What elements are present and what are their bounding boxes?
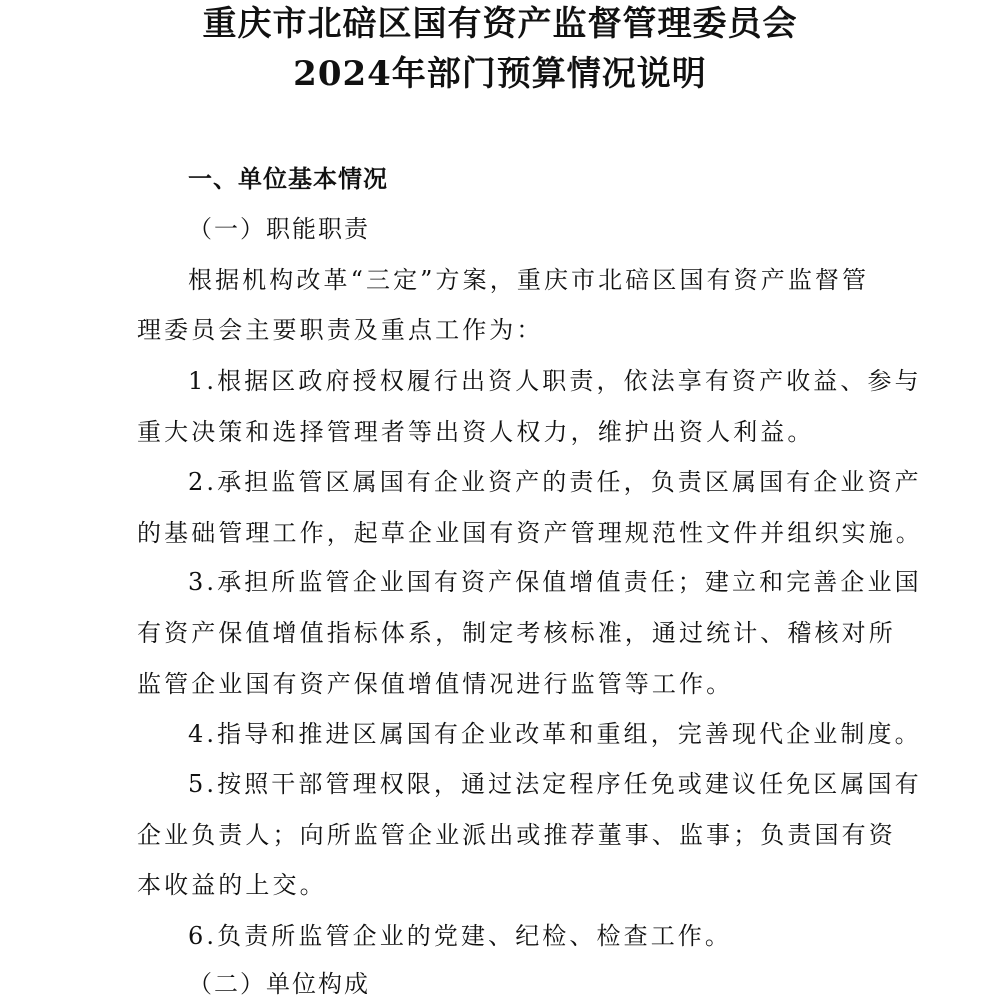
subsection-heading-functions: （一）职能职责 [188, 215, 370, 243]
paragraph-line: 2.承担监管区属国有企业资产的责任，负责区属国有企业资产 [188, 468, 922, 496]
paragraph-line: 本收益的上交。 [137, 871, 327, 899]
paragraph-line: 4.指导和推进区属国有企业改革和重组，完善现代企业制度。 [188, 720, 922, 748]
paragraph-line: 根据机构改革“三定”方案，重庆市北碚区国有资产监督管 [188, 266, 870, 294]
document-title-line-2: 2024年部门预算情况说明 [293, 54, 707, 94]
paragraph-line: 有资产保值增值指标体系，制定考核标准，通过统计、稽核对所 [137, 619, 896, 647]
paragraph-line: 5.按照干部管理权限，通过法定程序任免或建议任免区属国有 [188, 770, 922, 798]
paragraph-line: 监管企业国有资产保值增值情况进行监管等工作。 [137, 670, 734, 698]
section-heading-unit-basic-info: 一、单位基本情况 [188, 164, 388, 193]
subsection-heading-unit-composition: （二）单位构成 [188, 970, 370, 998]
paragraph-line: 理委员会主要职责及重点工作为： [137, 316, 544, 344]
paragraph-line: 的基础管理工作，起草企业国有资产管理规范性文件并组织实施。 [137, 519, 923, 547]
paragraph-line: 1.根据区政府授权履行出资人职责，依法享有资产收益、参与 [188, 367, 922, 395]
document-title-line-1: 重庆市北碚区国有资产监督管理委员会 [202, 4, 798, 44]
paragraph-line: 企业负责人；向所监管企业派出或推荐董事、监事；负责国有资 [137, 821, 896, 849]
paragraph-line: 3.承担所监管企业国有资产保值增值责任；建立和完善企业国 [188, 568, 922, 596]
paragraph-line: 重大决策和选择管理者等出资人权力，维护出资人利益。 [137, 418, 815, 446]
paragraph-line: 6.负责所监管企业的党建、纪检、检查工作。 [188, 922, 732, 950]
